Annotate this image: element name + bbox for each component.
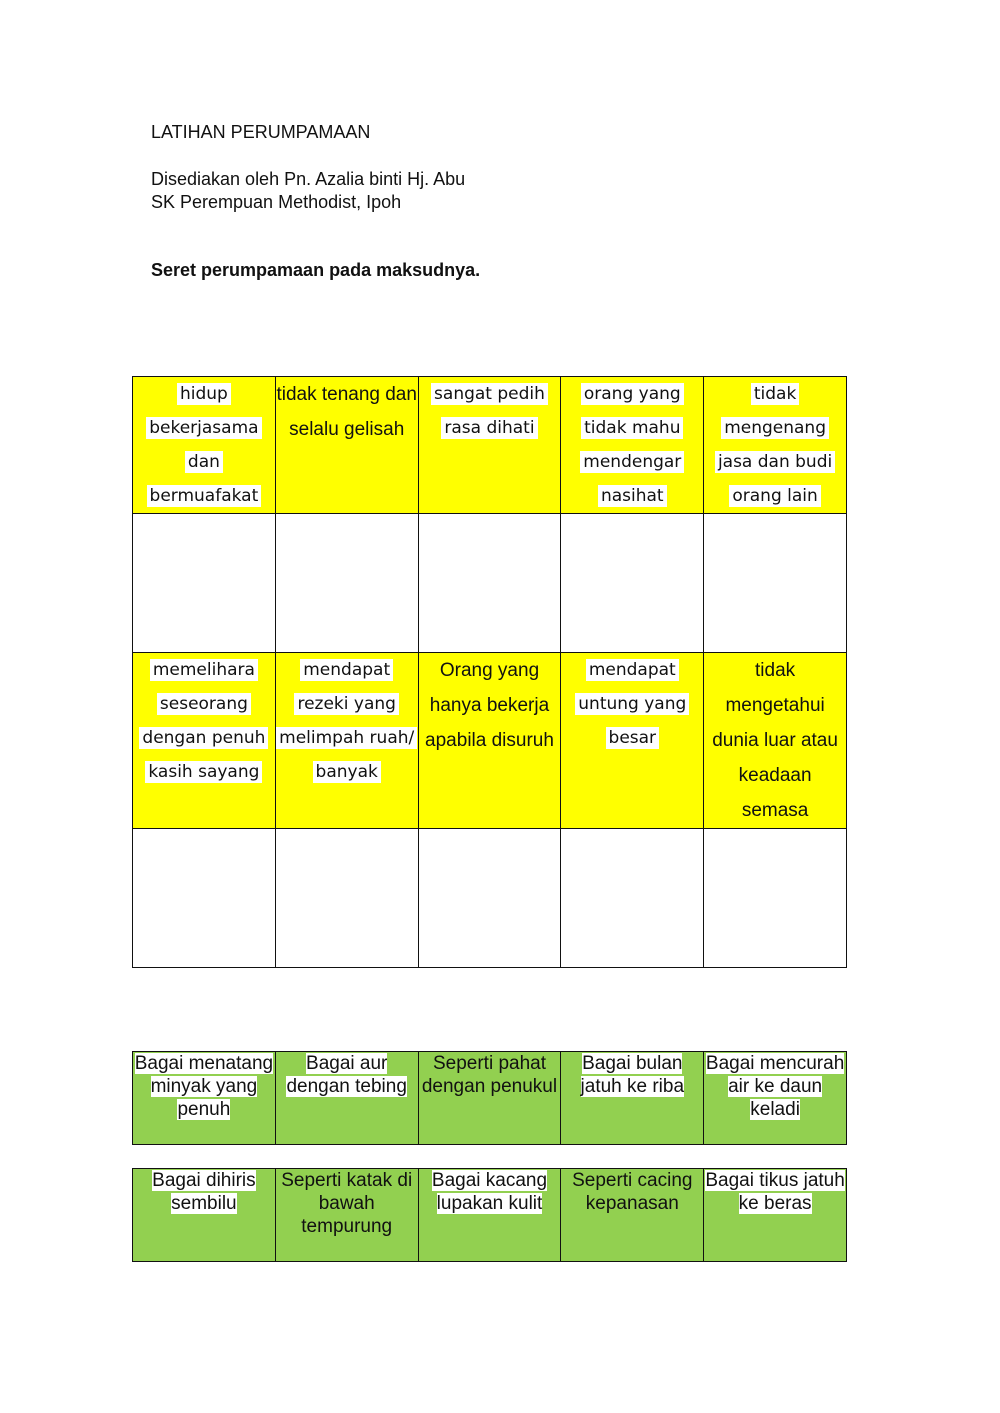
meaning-cell: [561, 377, 704, 514]
peribahasa-text: Seperti cacing kepanasan: [572, 1170, 693, 1214]
peribahasa-card[interactable]: [133, 1169, 276, 1262]
school-name: SK Perempuan Methodist, Ipoh: [151, 192, 402, 212]
instruction: Seret perumpamaan pada maksudnya.: [151, 260, 481, 280]
drop-zone[interactable]: [275, 829, 418, 968]
prepared-by: Disediakan oleh Pn. Azalia binti Hj. Abu: [151, 169, 466, 189]
drop-zone[interactable]: [133, 829, 276, 968]
meaning-table: [132, 376, 847, 968]
peribahasa-text: Bagai aur dengan tebing: [286, 1053, 407, 1097]
meaning-cell: [133, 653, 276, 829]
meaning-cell: [133, 377, 276, 514]
meaning-row-1: [133, 377, 847, 514]
meaning-text: mendapat rezeki yang melimpah ruah/ banyak: [276, 659, 417, 783]
drop-zone[interactable]: [418, 829, 561, 968]
drop-zone[interactable]: [561, 829, 704, 968]
meaning-cell: [275, 377, 418, 514]
peribahasa-card[interactable]: [133, 1052, 276, 1145]
peribahasa-row-1: [132, 1051, 847, 1145]
meaning-text: hidup bekerjasama dan bermuafakat: [146, 383, 261, 507]
meaning-text: tidak mengenang jasa dan budi orang lain: [715, 383, 835, 507]
meaning-cell: [561, 653, 704, 829]
peribahasa-card[interactable]: [704, 1052, 847, 1145]
meaning-cell: [275, 653, 418, 829]
meaning-text: mendapat untung yang besar: [575, 659, 689, 749]
peribahasa-card[interactable]: [704, 1169, 847, 1262]
peribahasa-text: Bagai tikus jatuh ke beras: [705, 1170, 845, 1214]
drop-zone[interactable]: [561, 514, 704, 653]
meaning-cell: [418, 377, 561, 514]
page-title: LATIHAN PERUMPAMAAN: [151, 122, 371, 142]
meaning-cell: [704, 653, 847, 829]
peribahasa-card[interactable]: [418, 1169, 561, 1262]
peribahasa-text: Bagai menatang minyak yang penuh: [134, 1053, 274, 1120]
drop-zone[interactable]: [704, 829, 847, 968]
peribahasa-text: Seperti pahat dengan penukul: [421, 1053, 558, 1097]
meaning-text: sangat pedih rasa dihati: [431, 383, 548, 439]
peribahasa-row-2: [132, 1168, 847, 1262]
peribahasa-card[interactable]: [561, 1169, 704, 1262]
meaning-cell: [704, 377, 847, 514]
meaning-text: tidak mengetahui dunia luar atau keadaan semasa: [712, 660, 838, 821]
drop-zone[interactable]: [418, 514, 561, 653]
peribahasa-text: Bagai bulan jatuh ke riba: [580, 1053, 685, 1097]
drop-zone[interactable]: [704, 514, 847, 653]
meaning-text: Orang yang hanya bekerja apabila disuruh: [425, 660, 554, 751]
drop-row-1: [133, 514, 847, 653]
peribahasa-card[interactable]: [275, 1169, 418, 1262]
peribahasa-card[interactable]: [561, 1052, 704, 1145]
drop-zone[interactable]: [275, 514, 418, 653]
meaning-row-2: [133, 653, 847, 829]
peribahasa-card[interactable]: [418, 1052, 561, 1145]
meaning-text: memelihara seseorang dengan penuh kasih sayang: [139, 659, 268, 783]
meaning-text: orang yang tidak mahu mendengar nasihat: [580, 383, 684, 507]
peribahasa-text: Bagai mencurah air ke daun keladi: [705, 1053, 845, 1120]
peribahasa-text: Bagai kacang lupakan kulit: [431, 1170, 548, 1214]
peribahasa-text: Seperti katak di bawah tempurung: [281, 1170, 413, 1237]
meaning-text: tidak tenang dan selalu gelisah: [276, 384, 417, 440]
meaning-cell: [418, 653, 561, 829]
drop-zone[interactable]: [133, 514, 276, 653]
drop-row-2: [133, 829, 847, 968]
peribahasa-text: Bagai dihiris sembilu: [152, 1170, 256, 1214]
peribahasa-card[interactable]: [275, 1052, 418, 1145]
